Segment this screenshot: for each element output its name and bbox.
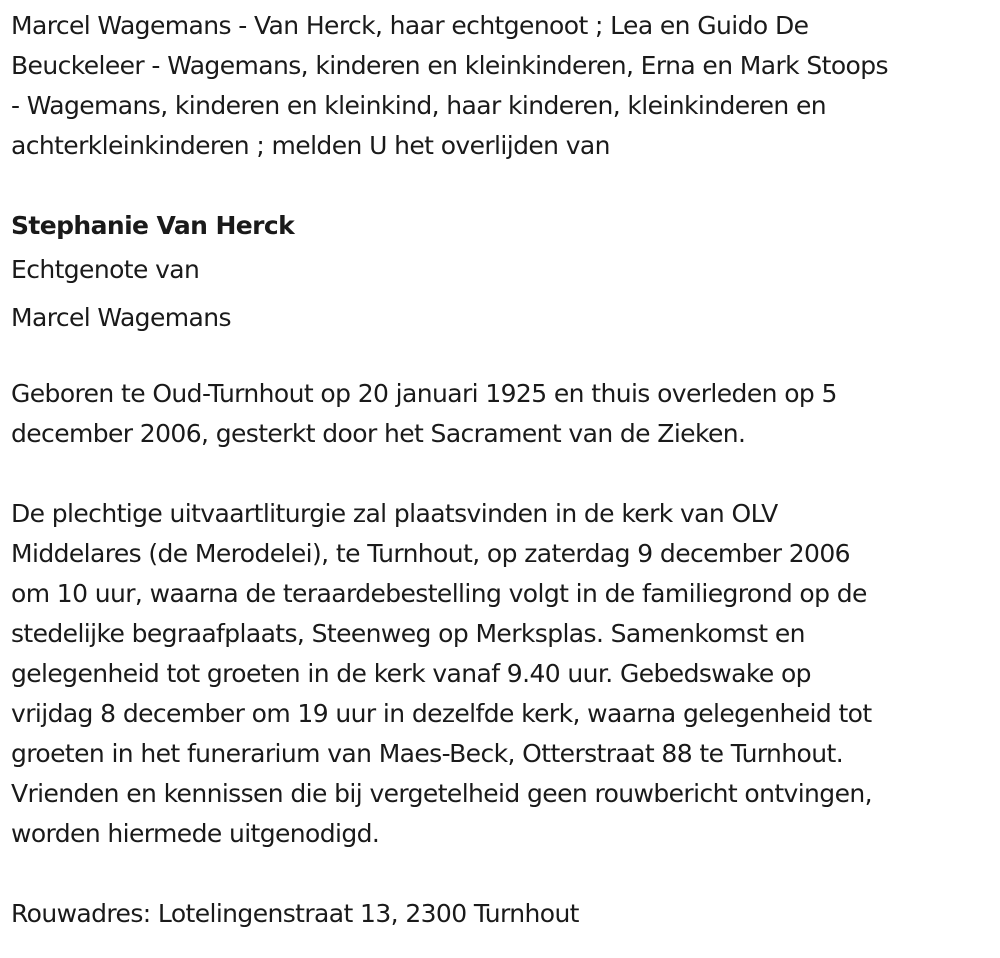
spouse-name: Marcel Wagemans bbox=[11, 303, 231, 332]
spacer bbox=[11, 166, 990, 206]
mourning-address: Rouwadres: Lotelingenstraat 13, 2300 Turnhout bbox=[11, 899, 579, 928]
ceremony-line: gelegenheid tot groeten in de kerk vanaf 9.40 uur. Gebedswake op bbox=[11, 659, 811, 688]
spacer bbox=[11, 854, 990, 894]
spouse-label: Echtgenote van bbox=[11, 255, 200, 284]
ceremony-line: Middelares (de Merodelei), te Turnhout, op zaterdag 9 december 2006 bbox=[11, 539, 850, 568]
ceremony-line: De plechtige uitvaartliturgie zal plaatsvinden in de kerk van OLV bbox=[11, 499, 778, 528]
intro-line: achterkleinkinderen ; melden U het overlijden van bbox=[11, 131, 610, 160]
birth-line: Geboren te Oud-Turnhout op 20 januari 1925 en thuis overleden op 5 bbox=[11, 379, 837, 408]
ceremony-line: Vrienden en kennissen die bij vergetelheid geen rouwbericht ontvingen, bbox=[11, 779, 872, 808]
ceremony-line: om 10 uur, waarna de teraardebestelling volgt in de familiegrond op de bbox=[11, 579, 867, 608]
spacer bbox=[11, 342, 990, 374]
intro-paragraph bbox=[11, 6, 990, 166]
intro-line: Marcel Wagemans - Van Herck, haar echtgenoot ; Lea en Guido De bbox=[11, 11, 809, 40]
ceremony-line: groeten in het funerarium van Maes-Beck, Otterstraat 88 te Turnhout. bbox=[11, 739, 844, 768]
deceased-name: Stephanie Van Herck bbox=[11, 211, 295, 240]
spacer bbox=[11, 454, 990, 494]
ceremony-line: stedelijke begraafplaats, Steenweg op Merksplas. Samenkomst en bbox=[11, 619, 805, 648]
ceremony-line: vrijdag 8 december om 19 uur in dezelfde kerk, waarna gelegenheid tot bbox=[11, 699, 872, 728]
intro-line: - Wagemans, kinderen en kleinkind, haar kinderen, kleinkinderen en bbox=[11, 91, 827, 120]
ceremony-paragraph bbox=[11, 494, 990, 854]
birth-paragraph bbox=[11, 374, 990, 454]
ceremony-line: worden hiermede uitgenodigd. bbox=[11, 819, 380, 848]
birth-line: december 2006, gesterkt door het Sacrament van de Zieken. bbox=[11, 419, 746, 448]
intro-line: Beuckeleer - Wagemans, kinderen en kleinkinderen, Erna en Mark Stoops bbox=[11, 51, 888, 80]
